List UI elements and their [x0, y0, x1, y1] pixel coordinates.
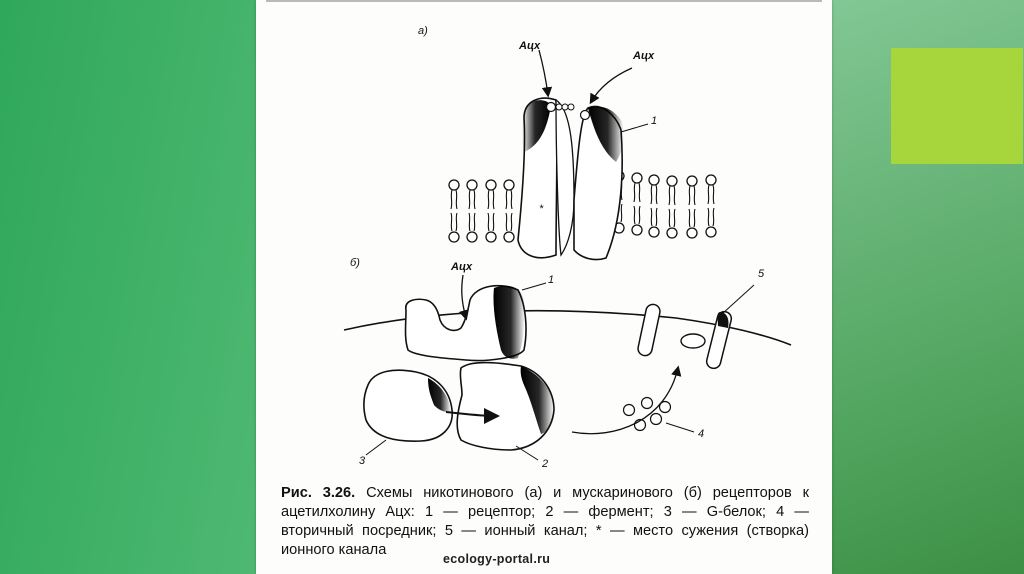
label-a: а) — [418, 25, 428, 37]
label-b: б) — [350, 257, 360, 269]
number-1a: 1 — [651, 115, 658, 127]
ach-arrow-left — [539, 50, 548, 95]
leader-1b — [522, 283, 546, 290]
g-protein — [364, 370, 452, 441]
messenger-arrow — [572, 368, 678, 434]
watermark: ecology-portal.ru — [443, 552, 551, 566]
ach-arrow-b — [462, 275, 466, 318]
leader-3 — [366, 440, 386, 455]
leader-2 — [516, 446, 538, 460]
star-marker: * — [539, 203, 544, 215]
caption-text: Схемы никотинового (а) и мускаринового (б) рецепторов к ацетилхолину Ацх: 1 — рецептор; 2 — фермент; 3 — G-белок; 4 — вторичный посредник; 5 — ионный канал; * — место сужения (створка) ионного канала — [281, 485, 809, 558]
figure-panel — [256, 0, 832, 574]
enzyme — [457, 363, 554, 451]
caption-figure-label: Рис. 3.26. — [281, 485, 356, 501]
ion-channel — [637, 303, 733, 370]
number-5: 5 — [758, 268, 765, 280]
lipid-bilayer-right — [614, 171, 716, 238]
nicotinic-receptor — [518, 98, 624, 259]
muscarinic-receptor — [406, 286, 527, 361]
accent-square — [891, 48, 1023, 164]
leader-1a — [621, 124, 648, 132]
leader-4 — [666, 423, 694, 432]
leader-5 — [722, 285, 754, 314]
ach-label-b: Ацх — [451, 261, 473, 273]
ach-arrow-right — [591, 68, 632, 102]
lipid-bilayer-left — [449, 180, 514, 242]
number-1b: 1 — [548, 274, 555, 286]
figure-caption — [281, 484, 809, 560]
number-4: 4 — [698, 428, 705, 440]
ach-label-a-right: Ацх — [633, 50, 655, 62]
ach-label-a-left: Ацх — [519, 40, 541, 52]
number-2: 2 — [542, 458, 549, 470]
number-3: 3 — [359, 455, 366, 467]
